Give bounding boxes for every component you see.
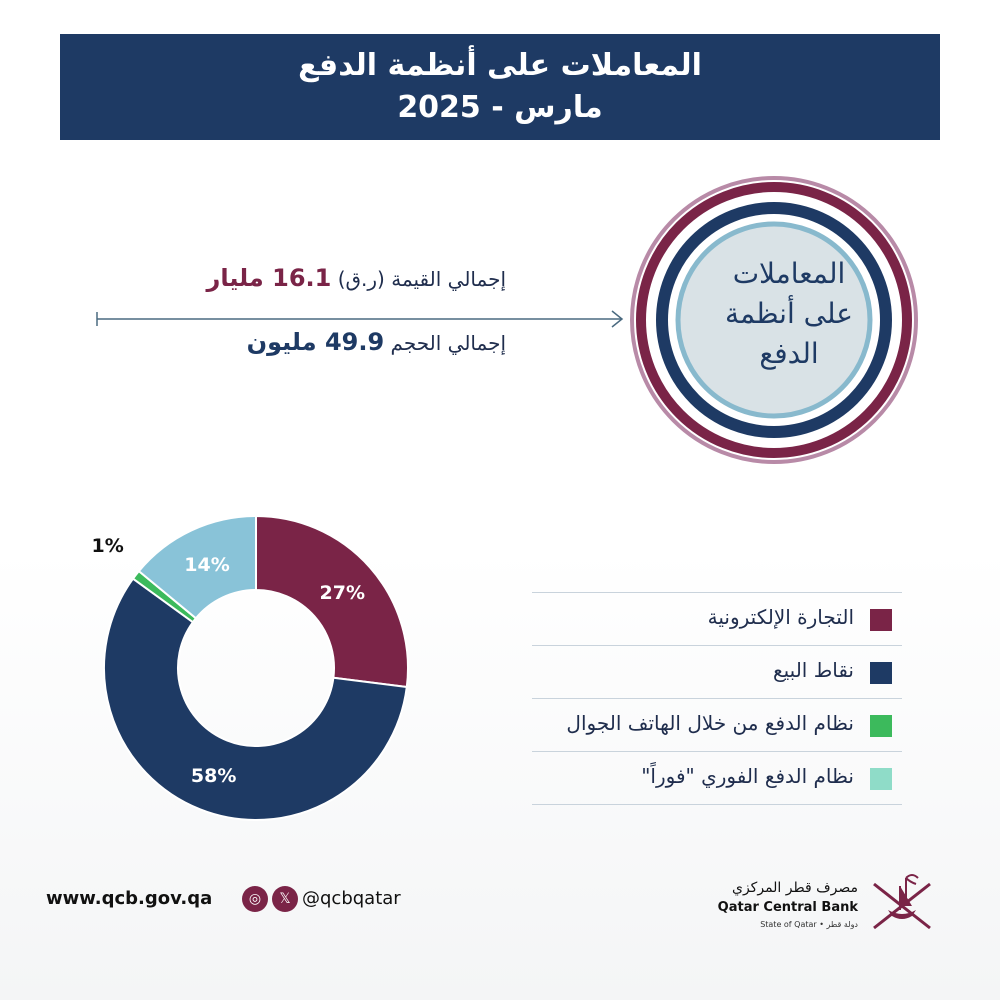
slice-label: 14% (184, 553, 230, 576)
totals-panel (96, 250, 626, 370)
website-link[interactable]: www.qcb.gov.qa (46, 888, 213, 909)
legend-item-ecommerce (532, 592, 902, 645)
badge-line-1: المعاملات (732, 257, 846, 290)
page-title: المعاملات على أنظمة الدفع (298, 48, 702, 83)
legend-label: نظام الدفع الفوري "فوراً" (641, 764, 854, 788)
slice-label: 58% (190, 764, 237, 787)
legend-label: نظام الدفع من خلال الهاتف الجوال (566, 711, 854, 735)
instagram-icon[interactable]: ◎ (242, 886, 268, 912)
badge-line-2: على أنظمة (725, 297, 853, 330)
bank-name-english: Qatar Central Bank (717, 900, 858, 915)
total-volume-label: إجمالي الحجم (390, 331, 506, 355)
legend-label: نقاط البيع (773, 658, 854, 682)
legend-swatch (870, 609, 892, 631)
bank-state-line: State of Qatar • دولة قطر (760, 920, 858, 929)
slice-label: 1% (91, 534, 124, 557)
donut-chart (91, 508, 416, 828)
legend-label: التجارة الإلكترونية (707, 605, 854, 629)
slice-label: 27% (319, 581, 366, 604)
title-banner (60, 34, 940, 140)
qcb-emblem-logo (866, 866, 938, 938)
divider-arrow (96, 309, 626, 329)
legend (532, 592, 902, 805)
page-subtitle: مارس - 2025 (397, 90, 603, 125)
legend-item-fawran (532, 751, 902, 805)
legend-swatch (870, 662, 892, 684)
total-value-row (207, 264, 507, 292)
total-value-amount: 16.1 مليار (206, 264, 332, 292)
legend-item-pos (532, 645, 902, 698)
total-volume-amount: 49.9 مليون (246, 328, 385, 356)
x-icon[interactable]: 𝕏 (272, 886, 298, 912)
badge-text (707, 254, 871, 386)
total-volume-row (247, 328, 506, 356)
legend-swatch (870, 715, 892, 737)
social-handle[interactable]: @qcbqatar (302, 888, 401, 909)
legend-item-mobile (532, 698, 902, 751)
total-value-label: إجمالي القيمة (ر.ق) (337, 267, 506, 291)
legend-swatch (870, 768, 892, 790)
bank-name-arabic: مصرف قطر المركزي (732, 880, 858, 896)
badge-line-3: الدفع (759, 337, 819, 370)
